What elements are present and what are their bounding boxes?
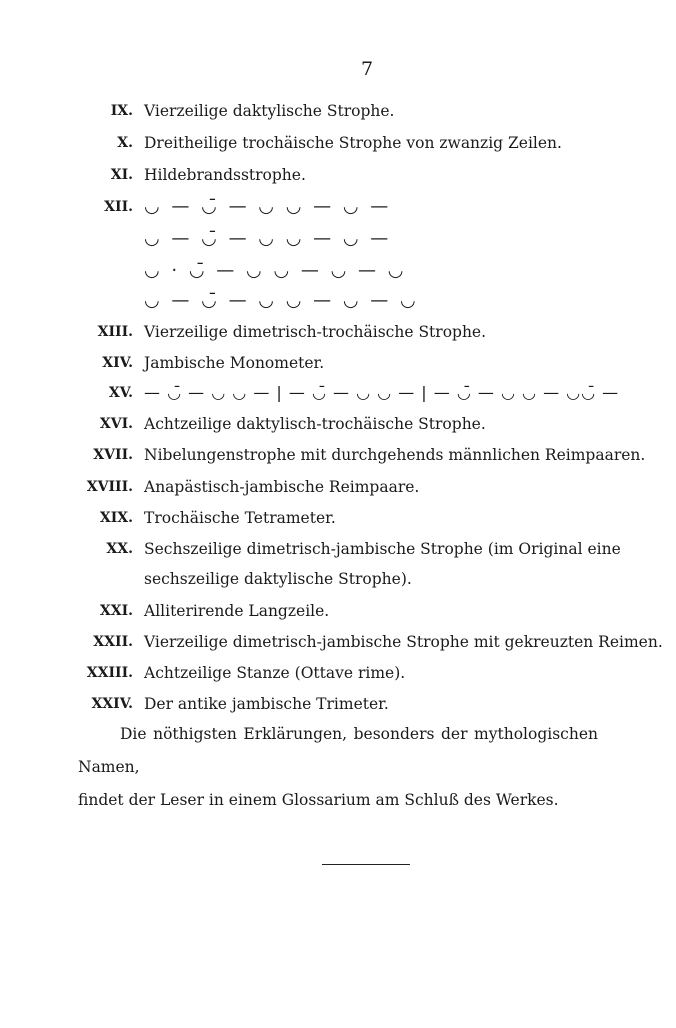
roman-numeral: XIX. — [99, 510, 133, 526]
roman-numeral: XXI. — [99, 603, 133, 619]
closing-line-1: Die nöthigsten Erklärungen, besonders der mythologischen Namen, — [78, 725, 598, 776]
entry-xxiii — [0, 660, 676, 686]
roman-numeral: XX. — [106, 541, 133, 557]
roman-numeral: XI. — [110, 167, 133, 183]
entry-text: Hildebrandsstrophe. — [144, 166, 306, 184]
roman-numeral: X. — [117, 135, 133, 151]
entry-text: Sechszeilige dimetrisch-jambische Strophe (im Original eine — [144, 540, 621, 558]
end-rule — [322, 864, 410, 865]
closing-paragraph — [78, 718, 598, 817]
entry-xxii — [0, 629, 676, 655]
entry-text: Trochäische Tetrameter. — [144, 509, 336, 527]
meter-line: ◡ — ◡̄ — ◡ ◡ — ◡ — — [144, 228, 392, 249]
entry-xiii — [0, 319, 676, 345]
entry-xix — [0, 505, 676, 531]
entry-xii-line-2 — [0, 226, 676, 252]
meter-line: ◡ — ◡̄ — ◡ ◡ — ◡ — — [144, 196, 392, 217]
entry-xviii — [0, 474, 676, 500]
entry-xvii — [0, 442, 676, 468]
entry-text: Anapästisch-jambische Reimpaare. — [144, 478, 420, 496]
entry-xii — [0, 194, 676, 220]
entry-text: Dreitheilige trochäische Strophe von zwanzig Zeilen. — [144, 134, 562, 152]
roman-numeral: XII. — [104, 199, 133, 215]
roman-numeral: XVII. — [93, 447, 133, 463]
entry-xxiv — [0, 691, 676, 717]
entry-xiv — [0, 350, 676, 376]
entry-text: Achtzeilige Stanze (Ottave rime). — [144, 664, 406, 682]
entry-text-continuation: sechszeilige daktylische Strophe). — [144, 570, 412, 588]
entry-text: Achtzeilige daktylisch-trochäische Strophe. — [144, 415, 486, 433]
entry-xi — [0, 162, 676, 188]
entry-xii-line-3 — [0, 258, 676, 284]
meter-line: ◡ — ◡̄ — ◡ ◡ — ◡ — ◡ — [144, 290, 419, 311]
meter-line: ◡ ⋅ ◡̄ — ◡ ◡ — ◡ — ◡ — [144, 260, 407, 281]
entry-xx — [0, 536, 676, 562]
roman-numeral: XXII. — [93, 634, 133, 650]
roman-numeral: XVIII. — [86, 479, 133, 495]
roman-numeral: XIV. — [102, 355, 133, 371]
entry-xx-continuation — [0, 566, 676, 592]
roman-numeral: XXIV. — [91, 696, 133, 712]
roman-numeral: IX. — [110, 103, 133, 119]
roman-numeral: XV. — [108, 385, 133, 401]
entry-ix — [0, 98, 676, 124]
meter-line: — ◡̄ — ◡ ◡ — | — ◡̄ — ◡ ◡ — | — ◡̄ — ◡ ◡ — ◡◡̄ — — [144, 383, 620, 402]
entry-xv — [0, 380, 676, 406]
entry-text: Alliterirende Langzeile. — [144, 602, 330, 620]
entry-text: Vierzeilige dimetrisch-jambische Strophe mit gekreuzten Reimen. — [144, 633, 663, 651]
page-number: 7 — [360, 58, 374, 80]
roman-numeral: XVI. — [99, 416, 133, 432]
entry-text: Vierzeilige daktylische Strophe. — [144, 102, 395, 120]
entry-text: Der antike jambische Trimeter. — [144, 695, 389, 713]
entry-text: Jambische Monometer. — [144, 354, 325, 372]
closing-line-2: findet der Leser in einem Glossarium am Schluß des Werkes. — [78, 791, 559, 809]
entry-xxi — [0, 598, 676, 624]
entry-text: Vierzeilige dimetrisch-trochäische Strophe. — [144, 323, 487, 341]
entry-xii-line-4 — [0, 288, 676, 314]
entry-xvi — [0, 411, 676, 437]
roman-numeral: XXIII. — [86, 665, 133, 681]
roman-numeral: XIII. — [97, 324, 133, 340]
entry-text: Nibelungenstrophe mit durchgehends männlichen Reimpaaren. — [144, 446, 646, 464]
entry-x — [0, 130, 676, 156]
